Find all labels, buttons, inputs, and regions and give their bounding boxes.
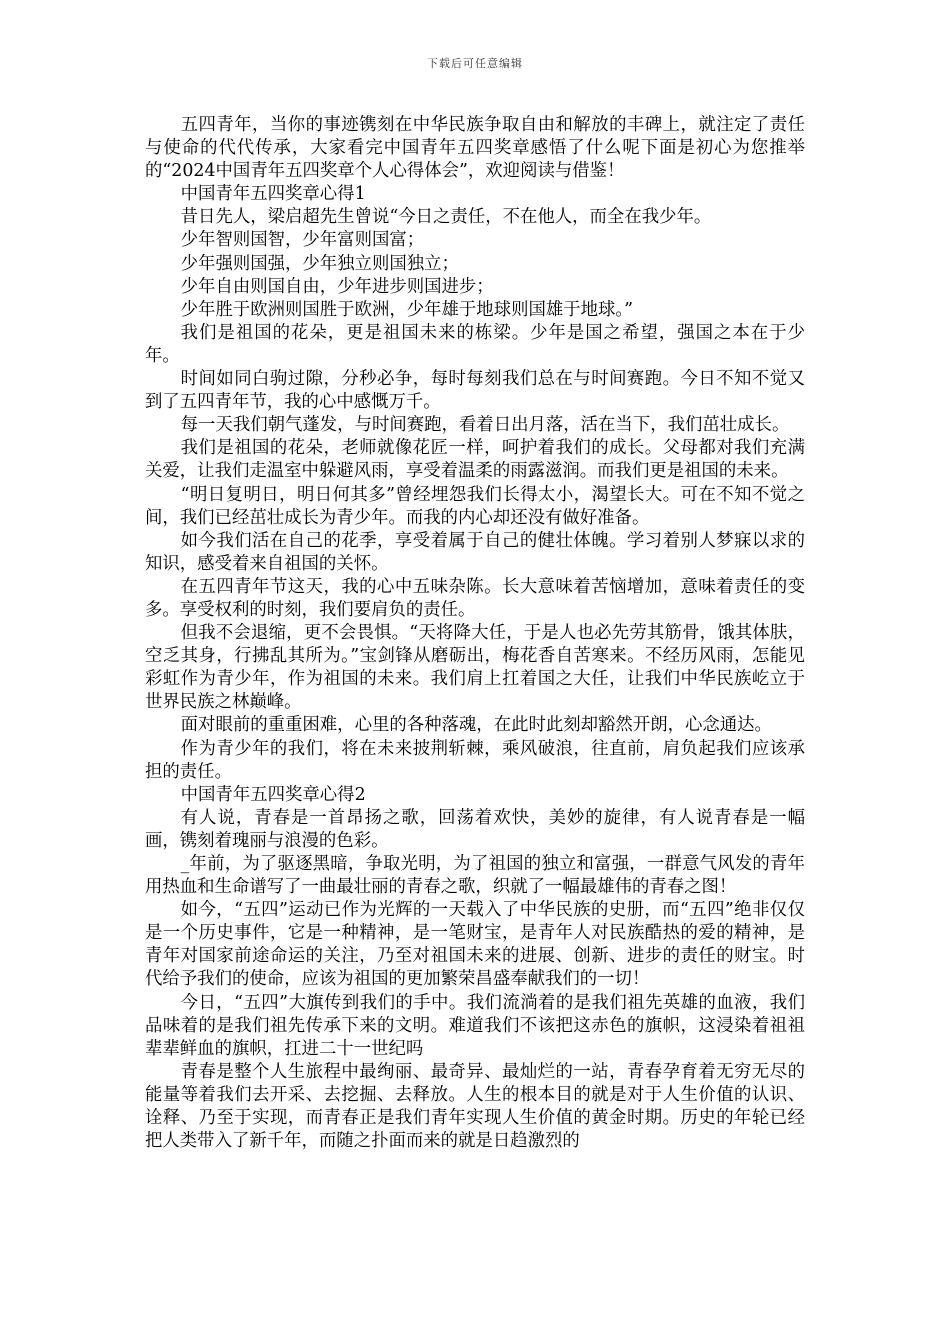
- paragraph: 少年自由则国自由，少年进步则国进步；: [180, 276, 494, 297]
- paragraph: 有人说，青春是一首昂扬之歌，回荡着欢快，美妙的旋律，有人说青春是一幅画，镌刻着瑰丽与浪漫的色彩。: [145, 807, 805, 851]
- paragraph: 如今我们活在自己的花季，享受着属于自己的健壮体魄。学习着别人梦寐以求的知识，感受着来自祖国的关怀。: [145, 530, 805, 574]
- page-header: 下载后可任意编辑: [427, 57, 523, 70]
- paragraph: 面对眼前的重重困难，心里的各种落魂，在此时此刻却豁然开朗，心念通达。: [180, 715, 772, 736]
- paragraph: 青春是整个人生旅程中最绚丽、最奇异、最灿烂的一站，青春孕育着无穷无尽的能量等着我们去开采、去挖掘、去释放。人生的根本目的就是对于人生价值的认识、诠释、乃至于实现，而青春正是我们青年实现人生价值的黄金时期。历史的年轮已经把人类带入了新千年，而随之扑面而来的就是日趋激烈的: [145, 1061, 805, 1152]
- paragraph: _年前，为了驱逐黑暗，争取光明，为了祖国的独立和富强，一群意气风发的青年用热血和生命谱写了一曲最壮丽的青春之歌，织就了一幅最雄伟的青春之图！: [145, 854, 805, 898]
- paragraph: 少年强则国强，少年独立则国独立；: [180, 253, 459, 274]
- paragraph: 昔日先人，梁启超先生曾说“今日之责任，不在他人，而全在我少年。: [180, 207, 712, 228]
- paragraph: 五四青年，当你的事迹镌刻在中华民族争取自由和解放的丰碑上，就注定了责任与使命的代代传承，大家看完中国青年五四奖章感悟了什么呢下面是初心为您推举的“2024中国青年五四奖章个人心得体会”，欢迎阅读与借鉴！: [145, 115, 805, 182]
- document-body: [145, 114, 805, 1153]
- paragraph: 时间如同白驹过隙，分秒必争，每时每刻我们总在与时间赛跑。今日不知不觉又到了五四青年节，我的心中感慨万千。: [145, 369, 805, 413]
- paragraph: 每一天我们朝气蓬发，与时间赛跑，看着日出月落，活在当下，我们茁壮成长。: [180, 415, 790, 436]
- paragraph: 我们是祖国的花朵，更是祖国未来的栋梁。少年是国之希望，强国之本在于少年。: [145, 322, 805, 366]
- paragraph: 如今，“五四”运动已作为光辉的一天载入了中华民族的史册，而“五四”绝非仅仅是一个历史事件，它是一种精神，是一笔财宝，是青年人对民族酷热的爱的精神，是青年对国家前途命运的关注，乃至对祖国未来的进展、创新、进步的责任的财宝。时代给予我们的使命，应该为祖国的更加繁荣昌盛奉献我们的一切！: [145, 900, 805, 990]
- paragraph: 少年胜于欧洲则国胜于欧洲，少年雄于地球则国雄于地球。”: [180, 299, 634, 320]
- paragraph: 作为青少年的我们，将在未来披荆斩棘，乘风破浪，往直前，肩负起我们应该承担的责任。: [145, 738, 805, 782]
- paragraph: 今日，“五四”大旗传到我们的手中。我们流淌着的是我们祖先英雄的血液，我们品味着的是我们祖先传承下来的文明。难道我们不该把这赤色的旗帜，这浸染着祖祖辈辈鲜血的旗帜，扛进二十一世纪吗: [145, 992, 805, 1059]
- section-heading: 中国青年五四奖章心得2: [180, 784, 366, 805]
- section-heading: 中国青年五四奖章心得1: [180, 184, 366, 205]
- paragraph: 我们是祖国的花朵，老师就像花匠一样，呵护着我们的成长。父母都对我们充满关爱，让我们走温室中躲避风雨，享受着温柔的雨露滋润。而我们更是祖国的未来。: [145, 438, 805, 482]
- paragraph: “明日复明日，明日何其多”曾经埋怨我们长得太小，渴望长大。可在不知不觉之间，我们已经茁壮成长为青少年。而我的内心却还没有做好准备。: [145, 484, 805, 528]
- paragraph: 少年智则国智，少年富则国富；: [180, 230, 425, 251]
- paragraph: 在五四青年节这天，我的心中五味杂陈。长大意味着苦恼增加，意味着责任的变多。享受权利的时刻，我们要肩负的责任。: [145, 576, 805, 620]
- paragraph: 但我不会退缩，更不会畏惧。“天将降大任，于是人也必先劳其筋骨，饿其体肤，空乏其身，行拂乱其所为。”宝剑锋从磨砺出，梅花香自苦寒来。不经历风雨，怎能见彩虹作为青少年，作为祖国的未来。我们肩上扛着国之大任，让我们中华民族屹立于世界民族之林巅峰。: [145, 623, 805, 713]
